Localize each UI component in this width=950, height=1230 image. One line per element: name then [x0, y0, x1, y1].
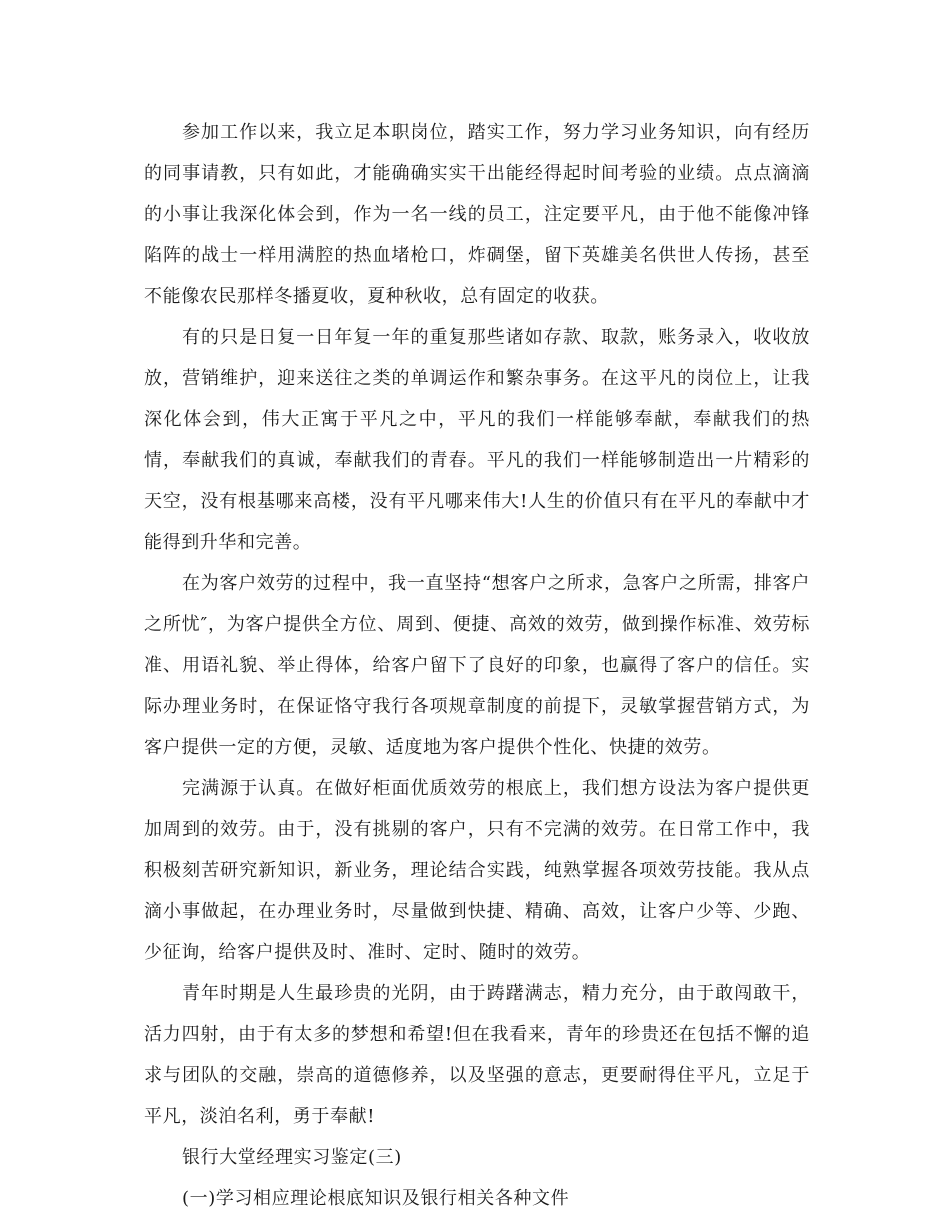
- paragraph: 参加工作以来，我立足本职岗位，踏实工作，努力学习业务知识，向有经历的同事请教，只有如此，才能确确实实干出能经得起时间考验的业绩。点点滴滴的小事让我深化体会到，作为一名一线的员工，注定要平凡，由于他不能像冲锋陷阵的战士一样用满腔的热血堵枪口，炸碉堡，留下英雄美名供世人传扬，甚至不能像农民那样冬播夏收，夏种秋收，总有固定的收获。: [144, 122, 810, 307]
- paragraph: 在为客户效劳的过程中，我一直坚持“想客户之所求，急客户之所需，排客户之所忧″，为客户提供全方位、周到、便捷、高效的效劳，做到操作标准、效劳标准、用语礼貌、举止得体，给客户留下了良好的印象，也赢得了客户的信任。实际办理业务时，在保证恪守我行各项规章制度的前提下，灵敏掌握营销方式，为客户提供一定的方便，灵敏、适度地为客户提供个性化、快捷的效劳。: [144, 573, 810, 758]
- paragraph: 青年时期是人生最珍贵的光阴，由于踌躇满志，精力充分，由于敢闯敢干，活力四射，由于有太多的梦想和希望!但在我看来，青年的珍贵还在包括不懈的追求与团队的交融，崇高的道德修养，以及坚强的意志，更要耐得住平凡，立足于平凡，淡泊名利，勇于奉献!: [144, 983, 810, 1127]
- paragraph: 完满源于认真。在做好柜面优质效劳的根底上，我们想方设法为客户提供更加周到的效劳。由于，没有挑剔的客户，只有不完满的效劳。在日常工作中，我积极刻苦研究新知识，新业务，理论结合实践，纯熟掌握各项效劳技能。我从点滴小事做起，在办理业务时，尽量做到快捷、精确、高效，让客户少等、少跑、少征询，给客户提供及时、准时、定时、随时的效劳。: [144, 778, 810, 963]
- section-heading: 银行大堂经理实习鉴定(三): [182, 1147, 402, 1168]
- document-body: [144, 112, 810, 1219]
- subsection-heading: (一)学习相应理论根底知识及银行相关各种文件: [182, 1188, 570, 1209]
- paragraph: 有的只是日复一日年复一年的重复那些诸如存款、取款，账务录入，收收放放，营销维护，迎来送往之类的单调运作和繁杂事务。在这平凡的岗位上，让我深化体会到，伟大正寓于平凡之中，平凡的我们一样能够奉献，奉献我们的热情，奉献我们的真诚，奉献我们的青春。平凡的我们一样能够制造出一片精彩的天空，没有根基哪来高楼，没有平凡哪来伟大!人生的价值只有在平凡的奉献中才能得到升华和完善。: [144, 327, 810, 553]
